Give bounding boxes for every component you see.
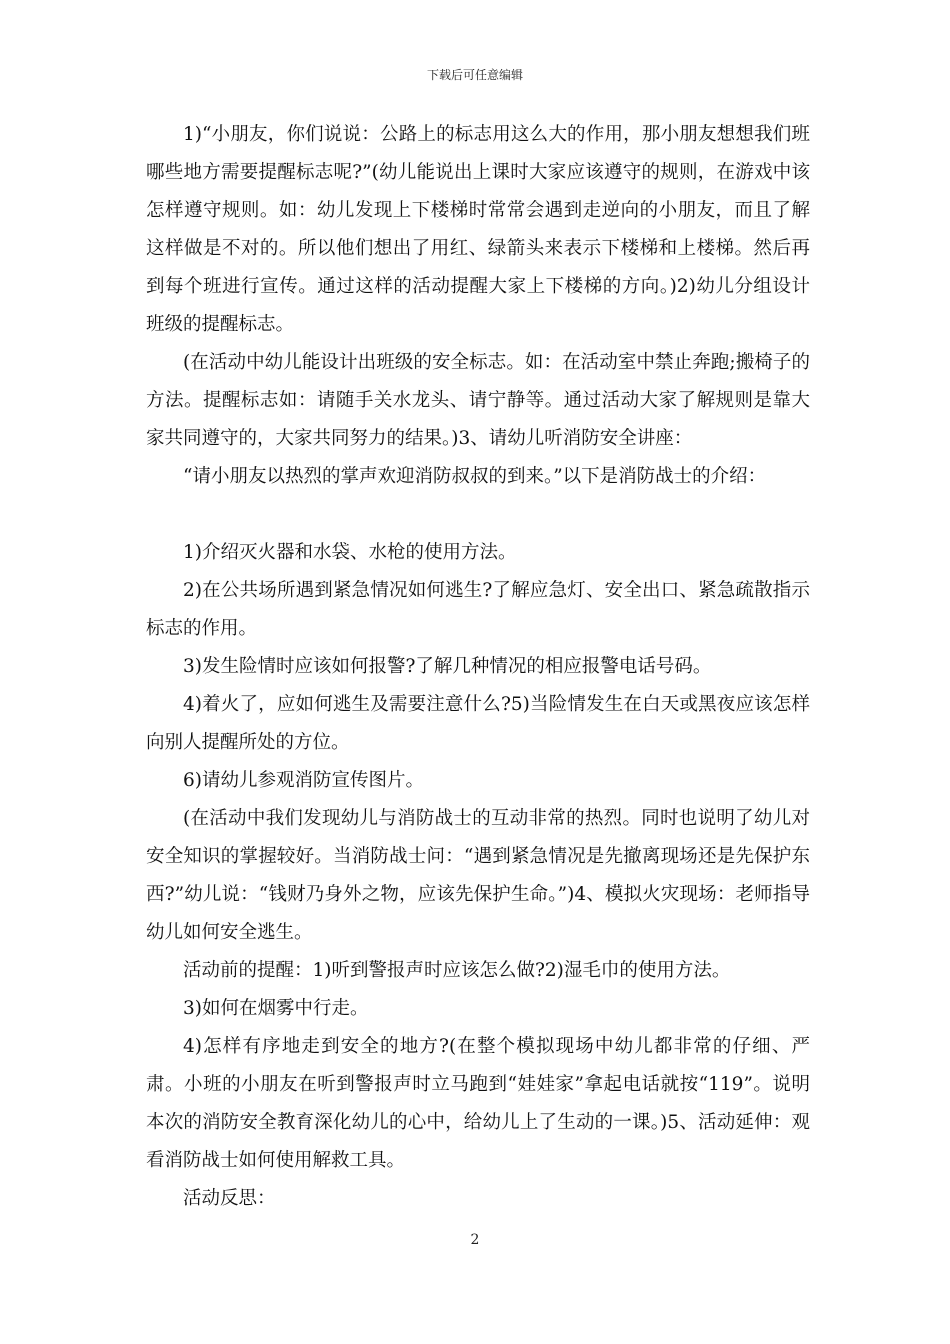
paragraph-12: 4)怎样有序地走到安全的地方?(在整个模拟现场中幼儿都非常的仔细、严肃。小班的小朋友在听到警报声时立马跑到“娃娃家”拿起电话就按“119”。说明本次的消防安全教育深化幼儿的心中，给幼儿上了生动的一课。)5、活动延伸：观看消防战士如何使用解救工具。 <box>146 1036 810 1171</box>
page-number: 2 <box>470 1232 480 1248</box>
paragraph-9: (在活动中我们发现幼儿与消防战士的互动非常的热烈。同时也说明了幼儿对安全知识的掌握较好。当消防战士问：“遇到紧急情况是先撤离现场还是先保护东西?”幼儿说：“钱财乃身外之物，应该先保护生命。”)4、模拟火灾现场：老师指导幼儿如何安全逃生。 <box>146 808 810 943</box>
paragraph-13: 活动反思： <box>183 1188 276 1209</box>
paragraph-4: 1)介绍灭火器和水袋、水枪的使用方法。 <box>183 542 517 563</box>
paragraph-1: 1)“小朋友，你们说说：公路上的标志用这么大的作用，那小朋友想想我们班哪些地方需要提醒标志呢?”(幼儿能说出上课时大家应该遵守的规则，在游戏中该怎样遵守规则。如：幼儿发现上下楼梯时常常会遇到走逆向的小朋友，而且了解这样做是不对的。所以他们想出了用红、绿箭头来表示下楼梯和上楼梯。然后再到每个班进行宣传。通过这样的活动提醒大家上下楼梯的方向。)2)幼儿分组设计班级的提醒标志。 <box>146 124 810 335</box>
paragraph-6: 3)发生险情时应该如何报警?了解几种情况的相应报警电话号码。 <box>183 656 712 677</box>
paragraph-8: 6)请幼儿参观消防宣传图片。 <box>183 770 424 791</box>
paragraph-3: “请小朋友以热烈的掌声欢迎消防叔叔的到来。”以下是消防战士的介绍： <box>183 466 767 487</box>
paragraph-7: 4)着火了，应如何逃生及需要注意什么?5)当险情发生在白天或黑夜应该怎样向别人提醒所处的方位。 <box>146 694 810 753</box>
paragraph-10: 活动前的提醒：1)听到警报声时应该怎么做?2)湿毛巾的使用方法。 <box>183 960 731 981</box>
paragraph-11: 3)如何在烟雾中行走。 <box>183 998 369 1019</box>
paragraph-2: (在活动中幼儿能设计出班级的安全标志。如：在活动室中禁止奔跑;搬椅子的方法。提醒标志如：请随手关水龙头、请宁静等。通过活动大家了解规则是靠大家共同遵守的，大家共同努力的结果。)3、请幼儿听消防安全讲座： <box>146 352 810 449</box>
document-body <box>146 116 810 1218</box>
page-header: 下载后可任意编辑 <box>426 68 523 82</box>
paragraph-5: 2)在公共场所遇到紧急情况如何逃生?了解应急灯、安全出口、紧急疏散指示标志的作用。 <box>146 580 810 639</box>
